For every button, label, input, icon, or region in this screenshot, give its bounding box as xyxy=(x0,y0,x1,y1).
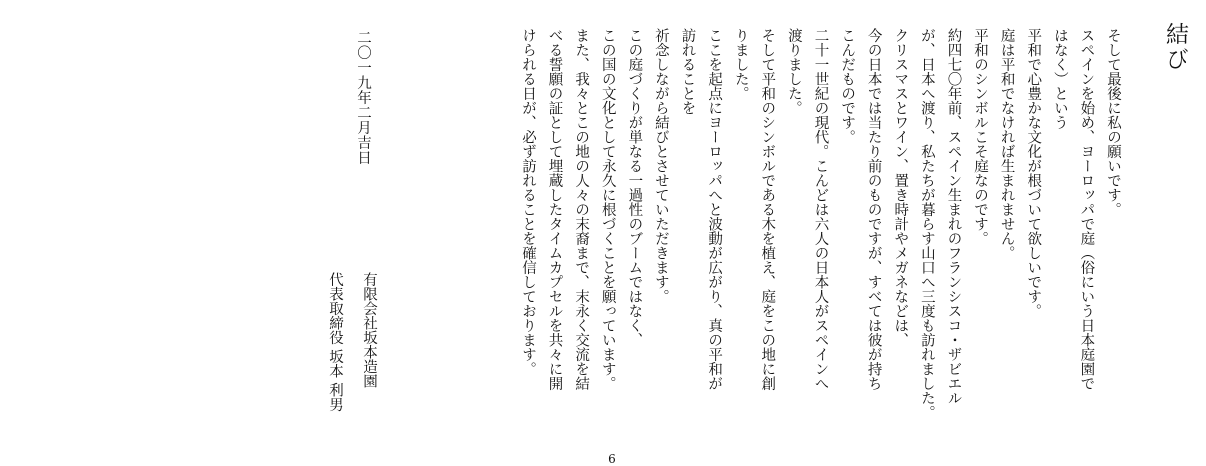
section-title: 結び xyxy=(1162,22,1188,72)
text-line: 庭は平和でなければ生まれません。 xyxy=(998,28,1015,260)
text-line: はなく）という xyxy=(1051,28,1068,130)
body-text xyxy=(514,28,1126,458)
text-line: 今の日本では当たり前のものですが、すべては彼が持ち xyxy=(865,28,882,391)
date: 二〇一九年二月吉日 xyxy=(355,30,371,165)
text-line: 二十一世紀の現代。こんどは六人の日本人がスペインへ xyxy=(812,28,829,391)
text-line: 平和で心豊かな文化が根づいて欲しいです。 xyxy=(1025,28,1042,318)
text-line: 祈念しながら結びとさせていただきます。 xyxy=(652,28,669,304)
page-number: 6 xyxy=(608,452,616,466)
text-line: 訪れることを xyxy=(679,28,696,115)
text-line: 平和のシンボルこそ庭なのです。 xyxy=(972,28,989,246)
text-line: そして平和のシンボルである木を植え、庭をこの地に創 xyxy=(759,28,776,391)
text-line: 約四七〇年前、スペイン生まれのフランシスコ・ザビエル xyxy=(945,28,962,405)
text-line: 渡りました。 xyxy=(785,28,802,115)
text-line: スペインを始め、ヨーロッパで庭（俗にいう日本庭園で xyxy=(1078,28,1095,391)
text-line: が、日本へ渡り、私たちが暮らす山口へ三度も訪れました。 xyxy=(918,28,935,420)
text-line: べる誓願の証として埋蔵したタイムカプセルを共々に開 xyxy=(546,28,563,391)
text-line: そして最後に私の願いです。 xyxy=(1105,28,1121,217)
text-line: こんだものです。 xyxy=(839,28,856,144)
signature xyxy=(318,272,386,412)
text-line: けられる日が、必ず訪れることを確信しております。 xyxy=(519,28,536,376)
text-line: クリスマスとワイン、置き時計やメガネなどは、 xyxy=(892,28,909,347)
text-line: この国の文化として永久に根づくことを願っています。 xyxy=(599,28,616,391)
company-name: 有限会社坂本造園 xyxy=(361,272,377,388)
text-line: この庭づくりが単なる一過性のブームではなく、 xyxy=(626,28,643,347)
text-line: ここを起点にヨーロッパへと波動が広がり、真の平和が xyxy=(706,28,723,391)
text-line: りました。 xyxy=(732,28,749,101)
representative-name: 代表取締役 坂本 利男 xyxy=(327,272,343,412)
text-line: また、我々とこの地の人々の末裔まで、末永く交流を結 xyxy=(573,28,590,391)
